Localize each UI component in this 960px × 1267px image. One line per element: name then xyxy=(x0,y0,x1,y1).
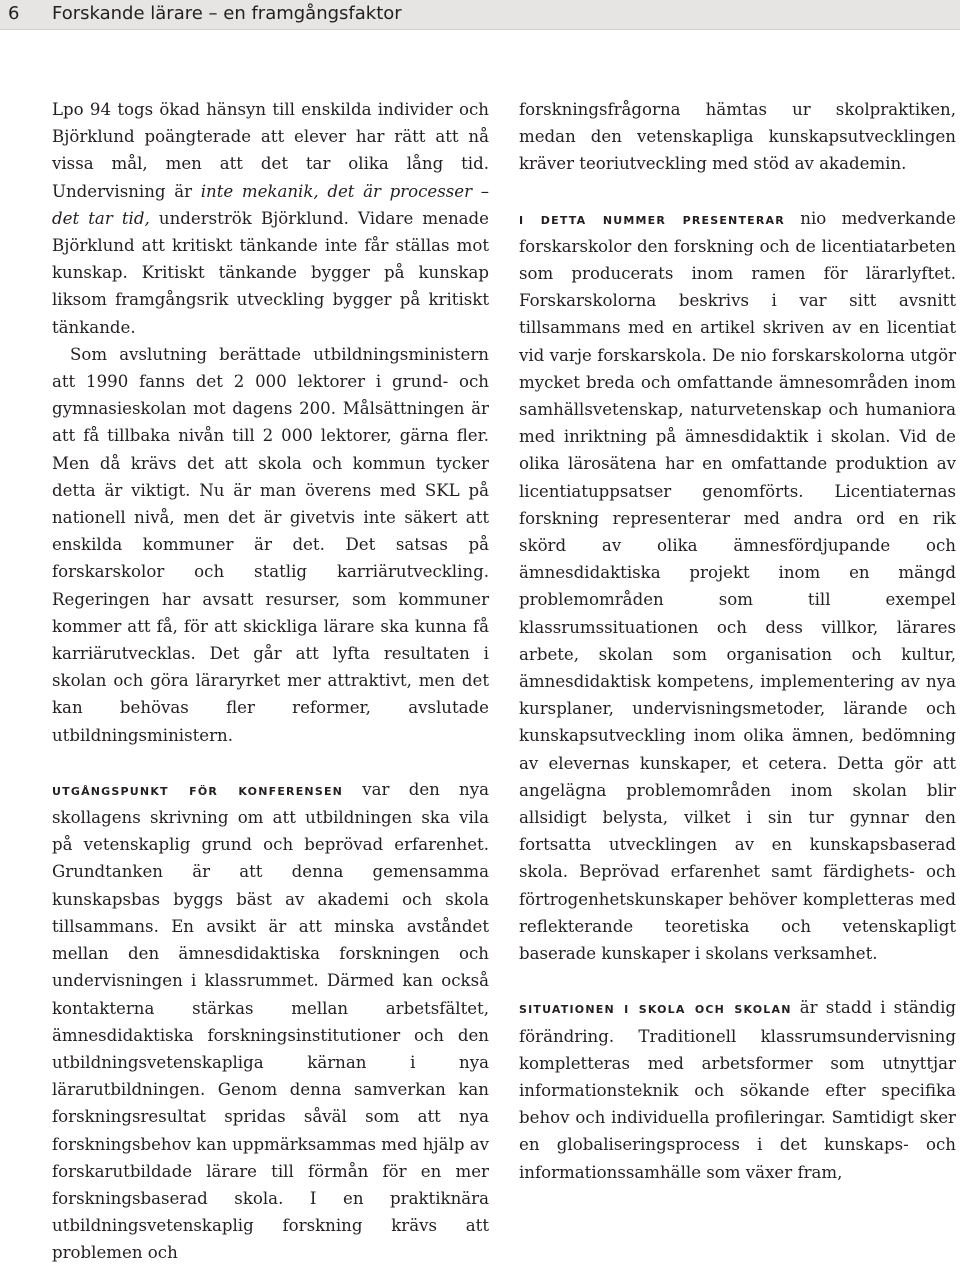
paragraph: Lpo 94 togs ökad hänsyn till enskilda individer och Björklund poängterade att elever har rätt att nå vissa mål, men att det tar olika lång tid. Undervisning är inte mekanik, det är processer – det tar tid, underströk Björklund. Vidare menade Björklund att kritiskt tänkande inte får ställas mot kunskap. Kritiskt tänkande bygger på kunskap liksom framgångsrik utveckling bygger på kritiskt tänkande. xyxy=(52,100,489,337)
left-column xyxy=(52,96,489,1267)
italic-quote: inte mekanik, det är processer – det tar tid, xyxy=(52,181,489,228)
running-title: Forskande lärare – en framgångsfaktor xyxy=(52,3,402,24)
right-column xyxy=(519,96,956,1186)
paragraph: forskningsfrågorna hämtas ur skolpraktiken, medan den vetenskapliga kunskapsutvecklingen kräver teoriutveckling med stöd av akademin. xyxy=(519,100,956,174)
page-number: 6 xyxy=(8,3,20,24)
paragraph: Som avslutning berättade utbildningsministern att 1990 fanns det 2 000 lektorer i grund- och gymnasieskolan mot dagens 200. Målsättningen är att få tillbaka nivån till 2 000 lektorer, gärna fler. Men då krävs det att skola och kommun tycker detta är viktigt. Nu är man överens med SKL på nationell nivå, men det är givetvis inte säkert att enskilda kommuner är det. Det satsas på forskarskolor och statlig karriärutveckling. Regeringen har avsatt resurser, som kommuner kommer att få, för att skickliga lärare ska kunna få karriärutvecklas. Det går att lyfta resultaten i skolan och göra läraryrket mer attraktivt, men det kan behövas fler reformer, avslutade utbildningsministern. xyxy=(52,344,489,745)
page-header xyxy=(0,0,960,30)
section-lead-in: situationen i skola och skolan xyxy=(519,999,792,1018)
paragraph: utgångspunkt för konferensen var den nya skollagens skrivning om att utbildningen ska vila på vetenskaplig grund och beprövad erfarenhet. Grundtanken är att denna gemensamma kunskapsbas byggs bäst av akademi och skola tillsammans. En avsikt är att minska avståndet mellan den ämnesdidaktiska forskningen och undervisningen i klassrummet. Därmed kan också kontakterna stärkas mellan arbetsfältet, ämnesdidaktiska forskningsinstitutioner och den utbildningsvetenskapliga kärnan i nya lärarutbildningen. Genom denna samverkan kan forskningsresultat spridas såväl som att nya forskningsbehov kan uppmärksammas med hjälp av forskarutbildade lärare till förmån för en mer forskningsbaserad skola. I en praktiknära utbildningsvetenskaplig forskning krävs att problemen och xyxy=(52,779,489,1263)
paragraph: situationen i skola och skolan är stadd i ständig förändring. Traditionell klassrumsundervisning kompletteras med arbetsformer som utnyttjar informationsteknik och sökande efter specifika behov och individuella profileringar. Samtidigt sker en globaliseringsprocess i det kunskaps- och informationssamhälle som växer fram, xyxy=(519,998,956,1182)
paragraph: i detta nummer presenterar nio medverkande forskarskolor den forskning och de licentiatarbeten som producerats inom ramen för lärarlyftet. Forskarskolorna beskrivs i var sitt avsnitt tillsammans med en artikel skriven av en licentiat vid varje forskarskola. De nio forskarskolorna utgör mycket breda och omfattande ämnesområden inom samhällsvetenskap, naturvetenskap och humaniora med inriktning på ämnesdidaktik i skolan. Vid de olika lärosätena har en omfattande produktion av licentiatuppsatser genomförts. Licentiaternas forskning representerar med andra ord en rik skörd av olika ämnesfördjupande och ämnesdidaktiska projekt inom en mängd problemområden som till exempel klassrumssituationen och dess villkor, lärares arbete, skolan som organisation och kultur, ämnesdidaktisk kompetens, implementering av nya kursplaner, undervisningsmetoder, lärande och kunskapsutveckling inom olika ämnen, bedömning av elevernas kunskaper, et cetera. Detta gör att angelägna problemområden inom skolan blir allsidigt belysta, vilket i sin tur gynnar den fortsatta utvecklingen av en kunskapsbaserad skola. Beprövad erfarenhet samt färdighets- och förtrogenhetskunskaper behöver kompletteras med reflekterande teoretiska och vetenskapligt baserade kunskaper i skolans verksamhet. xyxy=(519,208,957,964)
section-lead-in: i detta nummer presenterar xyxy=(519,209,785,228)
section-lead-in: utgångspunkt för konferensen xyxy=(52,780,344,799)
